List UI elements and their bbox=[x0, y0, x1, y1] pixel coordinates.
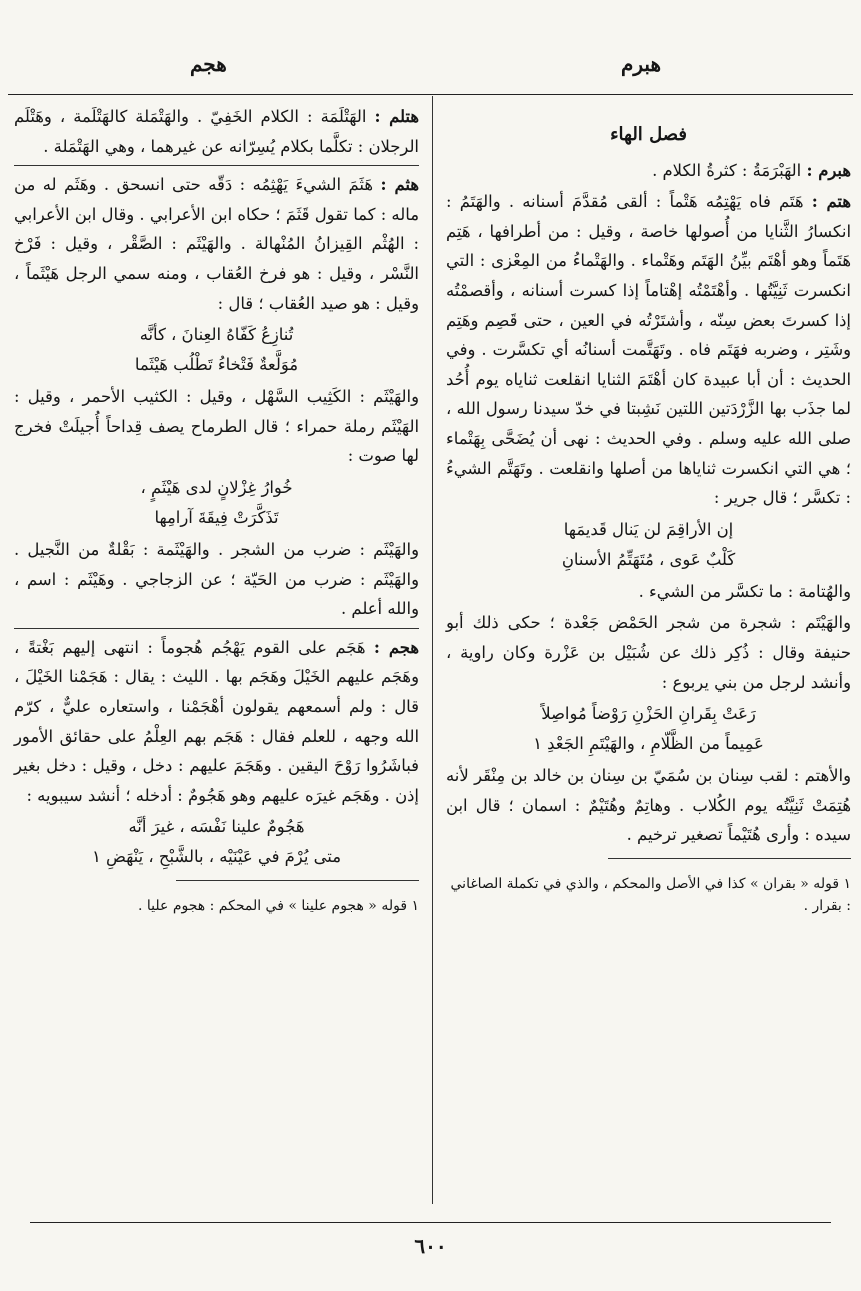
verse-line: عَمِيماً من الظَّلّامِ ، والهَيْتَمِ الجَعْدِ ١ bbox=[533, 734, 764, 754]
entry-divider bbox=[14, 628, 419, 629]
entry-hatlam bbox=[14, 102, 419, 161]
footnote-rule bbox=[608, 858, 851, 859]
left-column bbox=[14, 102, 419, 931]
entry-paragraph: والهَيْتَم : شجرة من شجر الحَمْض جَعْدة ؛ حكى ذلك أبو حنيفة وقال : ذُكِر ذلك عن شُبَيْل بن عَزْرة وكان راوية ، وأنشد لرجل من بني يربوع : bbox=[446, 613, 851, 692]
running-head-left: هجم bbox=[190, 52, 227, 76]
headword: هثم : bbox=[380, 175, 419, 195]
headword: هبرم : bbox=[806, 160, 851, 180]
headword: هجم : bbox=[373, 637, 419, 657]
footnote: ١ قوله « هجوم علينا » في المحكم : هجوم عليا . bbox=[138, 898, 419, 915]
entry-hatham bbox=[14, 170, 419, 318]
entry-divider bbox=[14, 165, 419, 166]
entry-text: الهَبْرَمَةُ : كثرةُ الكلام . bbox=[652, 160, 802, 180]
entry-text: هَتَم فاه يَهْتِمُه هَتْماً : ألقى مُقدَّمَ أسنانه . والهَتَمُ : انكسارُ الثَّنايا من أُصولها خاصة ، وقيل : من أطرافها ، هَتِم هَتَماً وهو أهْتَم بيِّنُ الهَتَم وهَتْماء . والهَتْماءُ من المِعْزى : التي انكسرت ثَنِيَّتُها . وأهْتَمْتُه إهْتاماً إذا كسرت أسنانه ، وأقصمْتُه إذا كسرتَ بعض سِنّه ، وأشتَرْتُه في العين ، حتى قَصِم وهَتِم وشَتِر ، وضربه فهَتَم فاه . وتَهَتَّمت أسنانُه أي تكسَّرت . وفي الحديث : أن أبا عبيدة كان أهْتَمَ الثنايا انقلعت ثناياه يوم أُحُد لما جذَب بها الزَّرْدَتين اللتين نَشِبتا في خدّ سيدنا رسول الله ، صلى الله عليه وسلم . وفي الحديث : نهى أن يُضَحَّى بِهَتْماء ؛ هي التي انكسرت ثناياها من أصلها وانقلعت . وتَهَتَّم الشيءُ : تكسَّر ؛ قال جرير : bbox=[446, 192, 851, 508]
headword: هتلم : bbox=[374, 107, 420, 126]
headword: هتم : bbox=[811, 192, 851, 212]
verse-line: كَلْبٌ عَوى ، مُتَهَتِّمُ الأسنانِ bbox=[561, 549, 736, 569]
entry-hajam bbox=[14, 633, 419, 811]
footer-rule bbox=[30, 1222, 831, 1223]
entry-text: هَجَم على القوم يَهْجُم هُجوماً : انتهى إليهم بَغْتةً ، وهَجَم عليهم الخَيْلَ وهَجَم بها . الليث : يقال : هَجَمْنا الخَيْلَ ، قال : ولم أسمعهم يقولون أهْجَمْنا ، واستعاره عليٌّ ، كرّم الله وجهه ، للعلم فقال : هَجَم بهم العِلْمُ على حقائق الأمور فباشَرُوا رَوْحَ اليقين . وهَجَمَ عليهم : دخل ، وقيل : دخل بغير إذن . وهَجَم غيرَه عليهم وهو هَجُومٌ : أدخله ؛ أنشد سيبويه : bbox=[14, 637, 419, 805]
entry-paragraph: والهَيْثَم : ضرب من الشجر . والهَيْثَمة : بَقْلةٌ من النَّجيل . والهَيْثَم : ضرب من الحَيّة ؛ عن الزجاجي . وهَيْثَم : اسم ، والله أعلم . bbox=[14, 539, 419, 619]
verse-line: إن الأراقِمَ لن يَنال قَديمَها bbox=[563, 519, 734, 539]
verse-line: رَعَتْ بِقَرانِ الحَزْنِ رَوْضاً مُواصِلاً bbox=[541, 704, 756, 724]
footnote-rule bbox=[176, 880, 419, 881]
verse bbox=[14, 320, 419, 380]
verse-line: مُوَلَّعةٌ فَتْخاءُ تَطْلُب هَيْثَما bbox=[134, 355, 299, 375]
entry-text: الهَتْلَمَة : الكلام الخَفِيّ . والهَتْمَلة كالهَتْلَمة ، وهَتْلَم الرجلان : تكلَّما بكلام يُسِرّانه عن غيرهما ، وهي الهَتْمَلة . bbox=[14, 107, 419, 156]
verse-line: هَجُومٌ علينا نَفْسَه ، غيرَ أنَّه bbox=[128, 817, 305, 837]
header-rule bbox=[8, 94, 853, 95]
entry-paragraph: والهَيْثَم : الكَثِيب السَّهْل ، وقيل : الكثيب الأحمر ، وقيل : الهَيْثَم رملة حمراء ؛ قال الطرماح يصف قِداحاً أُجيلَتْ فخرج لها صوت : bbox=[14, 387, 419, 466]
entry-text: هَثَمَ الشيءَ يَهْثِمُه : دَقّه حتى انسحق . وهَثَم له من ماله : كما تقول قَثَمَ ؛ حكاه ابن الأعرابي . وقال ابن الأعرابي : الهُثْم القِيزانُ المُنْهالة . والهَيْثَم : الصَّقْر ، وقيل : فَرْخ النَّسْر ، وقيل : هو فرخ العُقاب ، ومنه سمي الرجل هَيْثَماً ، وقيل : هو صيد العُقاب ؛ قال : bbox=[14, 175, 419, 313]
column-divider bbox=[432, 96, 433, 1204]
entry-hatam bbox=[446, 187, 851, 513]
verse-line: متى يُرْمَ في عَيْنَيْه ، بالشَّبْحِ ، يَنْهَضِ ١ bbox=[92, 847, 341, 867]
entry-habram bbox=[446, 156, 851, 186]
footnote: ١ قوله « بقران » كذا في الأصل والمحكم ، والذي في تكملة الصاغاني : بقرار . bbox=[450, 875, 851, 914]
verse-line: تُنازِعُ كَفّاهُ العِنانَ ، كأنَّه bbox=[139, 325, 294, 345]
verse bbox=[446, 515, 851, 575]
right-column bbox=[446, 102, 851, 931]
verse bbox=[14, 812, 419, 872]
section-title: فصل الهاء bbox=[610, 124, 687, 145]
verse bbox=[446, 699, 851, 759]
verse-line: تَذَكَّرَتْ فِيقَةَ آرامِها bbox=[154, 507, 279, 527]
entry-paragraph: والهُتامة : ما تكسَّر من الشيء . bbox=[638, 581, 851, 601]
running-head-right: هبرم bbox=[621, 52, 661, 76]
verse bbox=[14, 473, 419, 533]
verse-line: خُوارُ غِزْلانٍ لدى هَيْثَمٍ ، bbox=[140, 477, 293, 497]
page-number: ٦٠٠ bbox=[414, 1234, 447, 1258]
entry-paragraph: والأهتم : لقب سِنان بن سُمَيّ بن سِنان بن خالد بن مِنْقَر لأنه هُتِمَتْ ثَنِيَّتُه يوم الكُلاب . وهاتِمٌ وهُتَيْمٌ : اسمان ؛ قال ابن سيده : وأرى هُتَيْماً تصغير ترخيم . bbox=[446, 766, 851, 845]
